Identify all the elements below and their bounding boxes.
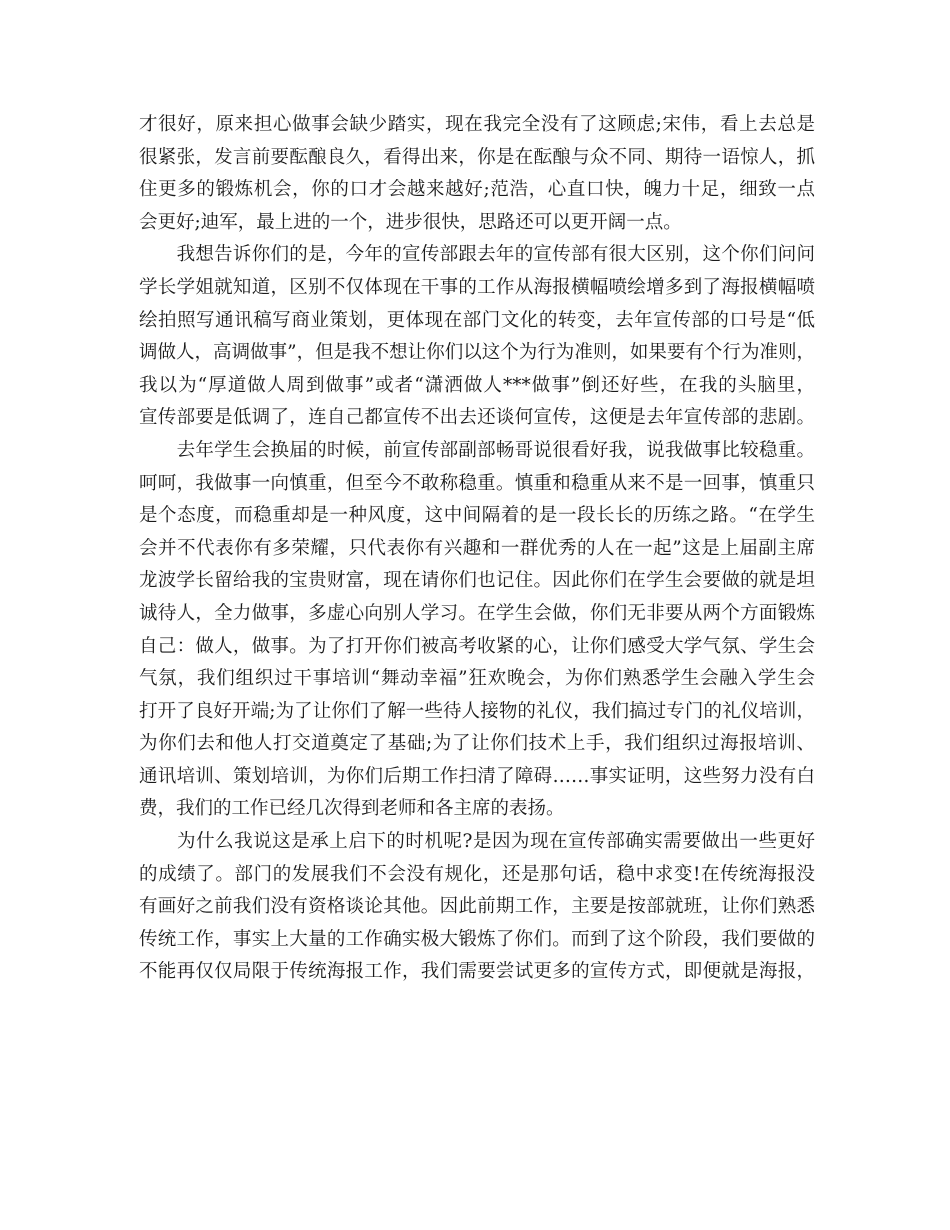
document-body — [139, 109, 815, 989]
text-line: 通讯培训、策划培训，为你们后期工作扫清了障碍……事实证明，这些努力没有白 — [139, 765, 815, 787]
text-line: 传统工作，事实上大量的工作确实极大锻炼了你们。而到了这个阶段，我们要做的 — [139, 928, 815, 950]
text-line: 去年学生会换届的时候，前宣传部副部畅哥说很看好我，说我做事比较稳重。 — [139, 439, 815, 461]
text-line: 才很好，原来担心做事会缺少踏实，现在我完全没有了这顾虑;宋伟，看上去总是 — [139, 114, 815, 135]
text-line: 有画好之前我们没有资格谈论其他。因此前期工作，主要是按部就班，让你们熟悉 — [139, 896, 815, 918]
text-line: 绘拍照写通讯稿写商业策划，更体现在部门文化的转变，去年宣传部的口号是“低 — [139, 309, 815, 331]
text-line: 住更多的锻炼机会，你的口才会越来越好;范浩，心直口快，魄力十足，细致一点 — [139, 179, 815, 201]
text-line: 为什么我说这是承上启下的时机呢?是因为现在宣传部确实需要做出一些更好 — [139, 831, 815, 853]
text-line: 很紧张，发言前要酝酿良久，看得出来，你是在酝酿与众不同、期待一语惊人，抓 — [139, 146, 815, 168]
text-line: 为你们去和他人打交道奠定了基础;为了让你们技术上手，我们组织过海报培训、 — [139, 733, 815, 755]
text-line: 呵呵，我做事一向慎重，但至今不敢称稳重。慎重和稳重从来不是一回事，慎重只 — [139, 472, 815, 494]
paragraph-1 — [139, 109, 815, 239]
text-line: 是个态度，而稳重却是一种风度，这中间隔着的是一段长长的历练之路。“在学生 — [139, 505, 815, 527]
text-line: 的成绩了。部门的发展我们不会没有规化，还是那句话，稳中求变!在传统海报没 — [139, 863, 815, 885]
text-line: 诚待人，全力做事，多虚心向别人学习。在学生会做，你们无非要从两个方面锻炼 — [139, 602, 815, 624]
text-line: 会并不代表你有多荣耀，只代表你有兴趣和一群优秀的人在一起”这是上届副主席 — [139, 537, 815, 559]
paragraph-4 — [139, 826, 815, 989]
text-line: 龙波学长留给我的宝贵财富，现在请你们也记住。因此你们在学生会要做的就是坦 — [139, 570, 815, 592]
paragraph-3 — [139, 435, 815, 826]
text-line: 费，我们的工作已经几次得到老师和各主席的表扬。 — [139, 798, 565, 820]
paragraph-2 — [139, 239, 815, 435]
text-line: 我以为“厚道做人周到做事”或者“潇洒做人***做事”倒还好些，在我的头脑里， — [139, 374, 815, 396]
text-line: 会更好;迪军，最上进的一个，进步很快，思路还可以更开阔一点。 — [139, 211, 682, 233]
text-line: 我想告诉你们的是，今年的宣传部跟去年的宣传部有很大区别，这个你们问问 — [139, 244, 815, 266]
text-line: 自己：做人，做事。为了打开你们被高考收紧的心，让你们感受大学气氛、学生会 — [139, 635, 815, 657]
text-line: 打开了良好开端;为了让你们了解一些待人接物的礼仪，我们搞过专门的礼仪培训， — [139, 700, 815, 722]
text-line: 调做人，高调做事”，但是我不想让你们以这个为行为准则，如果要有个行为准则， — [139, 342, 815, 364]
text-line: 气氛，我们组织过干事培训“舞动幸福”狂欢晚会，为你们熟悉学生会融入学生会 — [139, 668, 815, 690]
text-line: 宣传部要是低调了，连自己都宣传不出去还谈何宣传，这便是去年宣传部的悲剧。 — [139, 407, 815, 429]
text-line: 不能再仅仅局限于传统海报工作，我们需要尝试更多的宣传方式，即便就是海报， — [139, 961, 815, 983]
text-line: 学长学姐就知道，区别不仅体现在干事的工作从海报横幅喷绘增多到了海报横幅喷 — [139, 276, 815, 298]
